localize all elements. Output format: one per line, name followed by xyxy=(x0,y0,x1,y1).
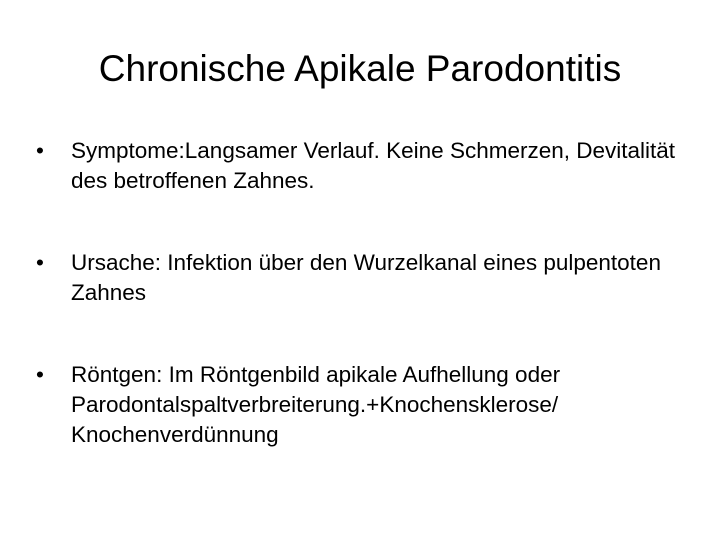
bullet-item-roentgen xyxy=(36,360,686,450)
bullet-list xyxy=(36,136,686,450)
bullet-item-symptome xyxy=(36,136,686,196)
bullet-text: Röntgen: Im Röntgenbild apikale Aufhellung oder Parodontalspaltverbreiterung.+Knochensklerose/ Knochenverdünnung xyxy=(71,362,561,447)
bullet-marker: • xyxy=(36,250,44,275)
slide-title: Chronische Apikale Parodontitis xyxy=(98,48,622,89)
bullet-marker: • xyxy=(36,362,44,387)
bullet-marker: • xyxy=(36,138,44,163)
bullet-text: Symptome:Langsamer Verlauf. Keine Schmerzen, Devitalität des betroffenen Zahnes. xyxy=(71,138,676,193)
bullet-item-ursache xyxy=(36,248,686,308)
bullet-text: Ursache: Infektion über den Wurzelkanal eines pulpentoten Zahnes xyxy=(71,250,661,305)
